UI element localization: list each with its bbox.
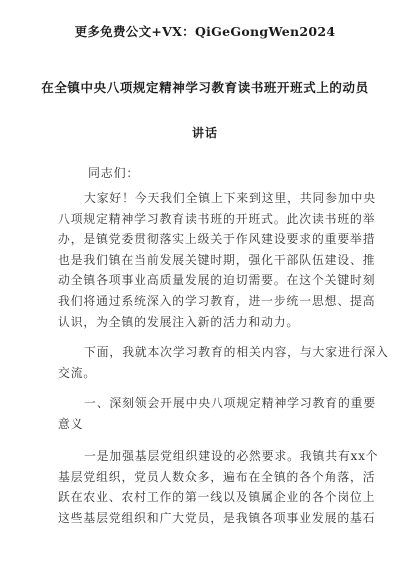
section-heading-1: [58, 393, 377, 434]
text-line: 动全镇各项事业高质量发展的迫切需要。在这个关键时刻: [58, 273, 376, 288]
paragraph-1: [58, 188, 377, 332]
text-line: 我们将通过系统深入的学习教育，进一步统一思想、提高: [58, 293, 376, 308]
text-line: 一是加强基层党组织建设的必然要求。我镇共有xx个: [84, 449, 379, 463]
text-line: 认识，为全镇的发展注入新的活力和动力。: [58, 314, 300, 329]
paragraph-3: [58, 446, 379, 528]
text-line: 一、深刻领会开展中央八项规定精神学习教育的重要: [84, 396, 377, 410]
salutation: 同志们：: [88, 166, 140, 180]
text-line: 也是我们镇在当前发展关键时期，强化干部队伍建设、推: [58, 252, 376, 267]
text-line: 交流。: [58, 365, 97, 380]
text-line: 这些基层党组织和广大党员，是我镇各项事业发展的基石: [58, 510, 376, 525]
text-line: 大家好！今天我们全镇上下来到这里，共同参加中央: [84, 191, 377, 205]
document-title: 在全镇中央八项规定精神学习教育读书班开班式上的动员: [41, 80, 369, 95]
text-line: 意义: [58, 416, 84, 431]
text-line: 跃在农业、农村工作的第一线以及镇属企业的各个岗位上: [58, 490, 376, 505]
text-line: 下面，我就本次学习教育的相关内容，与大家进行深入: [84, 345, 389, 359]
paragraph-2: [58, 342, 389, 383]
text-line: 基层党组织，党员人数众多，遍布在全镇的各个角落，活: [58, 469, 376, 484]
text-line: 办，是镇党委贯彻落实上级关于作风建设要求的重要举措: [58, 232, 376, 247]
document-subtitle: 讲话: [191, 126, 218, 140]
text-line: 八项规定精神学习教育读书班的开班式。此次读书班的举: [58, 211, 376, 226]
watermark-header: 更多免费公文+VX：QiGeGongWen2024: [74, 24, 336, 39]
